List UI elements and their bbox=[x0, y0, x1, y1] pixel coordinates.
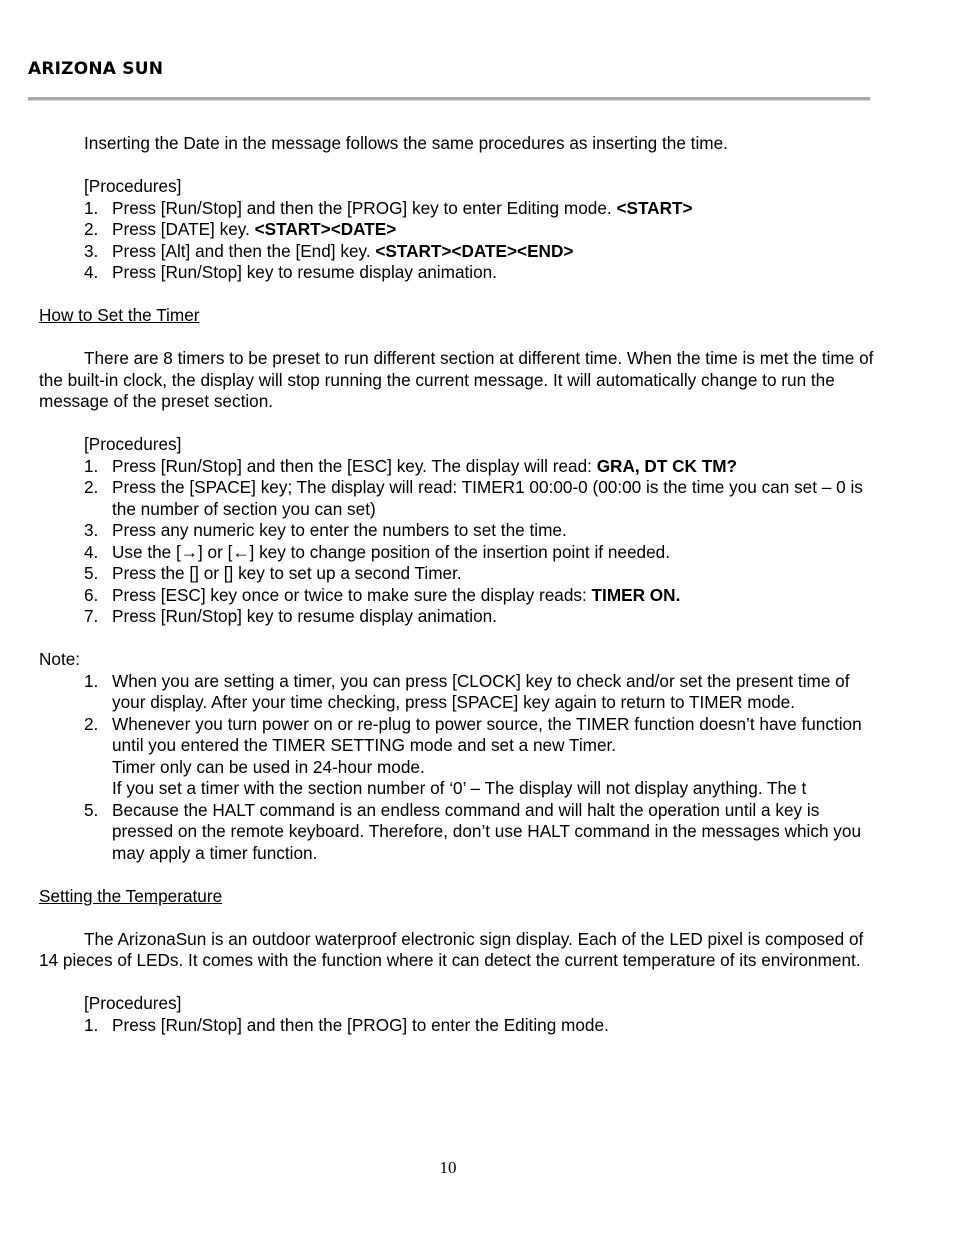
date-procedure-list bbox=[39, 198, 879, 284]
list-item: 5. Press the [] or [] key to set up a second Timer. bbox=[84, 563, 462, 583]
timer-procedures-label: [Procedures] bbox=[84, 434, 182, 454]
note-label: Note: bbox=[39, 649, 81, 669]
list-item: 3. Press any numeric key to enter the numbers to set the time. bbox=[84, 520, 567, 540]
list-item: 1. Press [Run/Stop] and then the [PROG] key to enter Editing mode. <START> bbox=[84, 197, 693, 218]
list-item: 1. When you are setting a timer, you can press [CLOCK] key to check and/or set the present time of your display. After your time checking, press [SPACE] key again to return to TIMER mode. bbox=[84, 670, 850, 712]
list-item: 2. Press the [SPACE] key; The display will read: TIMER1 00:00-0 (00:00 is the time you can set – 0 is the number of section you can set) bbox=[84, 477, 863, 519]
note-line-section-zero: If you set a timer with the section number of ‘0’ – The display will not display anything. The t bbox=[112, 778, 807, 798]
temperature-procedure-list bbox=[39, 1015, 879, 1037]
list-item: 1. Press [Run/Stop] and then the [PROG] to enter the Editing mode. bbox=[84, 1014, 609, 1035]
document-header: ARIZONA SUN bbox=[28, 59, 164, 79]
list-item: 4. Use the [→] or [←] key to change position of the insertion point if needed. bbox=[84, 541, 670, 562]
list-item: 3. Press [Alt] and then the [End] key. <START><DATE><END> bbox=[84, 240, 574, 261]
temperature-section-heading: Setting the Temperature bbox=[39, 885, 223, 906]
date-procedures-label: [Procedures] bbox=[84, 176, 182, 196]
list-item: 2. Whenever you turn power on or re-plug to power source, the TIMER function doesn’t have function until you entered the TIMER SETTING mode and set a new Timer. bbox=[84, 713, 862, 755]
note-line-24hour: Timer only can be used in 24-hour mode. bbox=[112, 756, 425, 777]
timer-paragraph: There are 8 timers to be preset to run different section at different time. When the time is met the time of the built-in clock, the display will stop running the current message. It will automatically change to run the message of the preset section. bbox=[39, 348, 874, 411]
note-list bbox=[39, 671, 879, 757]
list-item: 5. Because the HALT command is an endless command and will halt the operation until a key is pressed on the remote keyboard. Therefore, don’t use HALT command in the messages which you may apply a timer function. bbox=[84, 799, 862, 863]
temperature-paragraph: The ArizonaSun is an outdoor waterproof electronic sign display. Each of the LED pixel is composed of 14 pieces of LEDs. It comes with the function where it can detect the current temperature of its environment. bbox=[39, 928, 864, 970]
list-item: 2. Press [DATE] key. <START><DATE> bbox=[84, 219, 397, 239]
timer-procedure-list bbox=[39, 456, 879, 628]
list-item: 6. Press [ESC] key once or twice to make sure the display reads: TIMER ON. bbox=[84, 584, 681, 605]
list-item: 4. Press [Run/Stop] key to resume display animation. bbox=[84, 262, 497, 282]
header-rule bbox=[28, 97, 870, 101]
list-item: 1. Press [Run/Stop] and then the [ESC] key. The display will read: GRA, DT CK TM? bbox=[84, 455, 738, 476]
note-list-continued bbox=[39, 800, 879, 865]
temperature-procedures-label: [Procedures] bbox=[84, 993, 182, 1013]
list-item: 7. Press [Run/Stop] key to resume display animation. bbox=[84, 606, 497, 626]
intro-paragraph: Inserting the Date in the message follows the same procedures as inserting the time. bbox=[84, 133, 728, 153]
page-body bbox=[39, 133, 879, 1036]
page-number: 10 bbox=[439, 1158, 457, 1177]
timer-section-heading: How to Set the Timer bbox=[39, 305, 200, 325]
